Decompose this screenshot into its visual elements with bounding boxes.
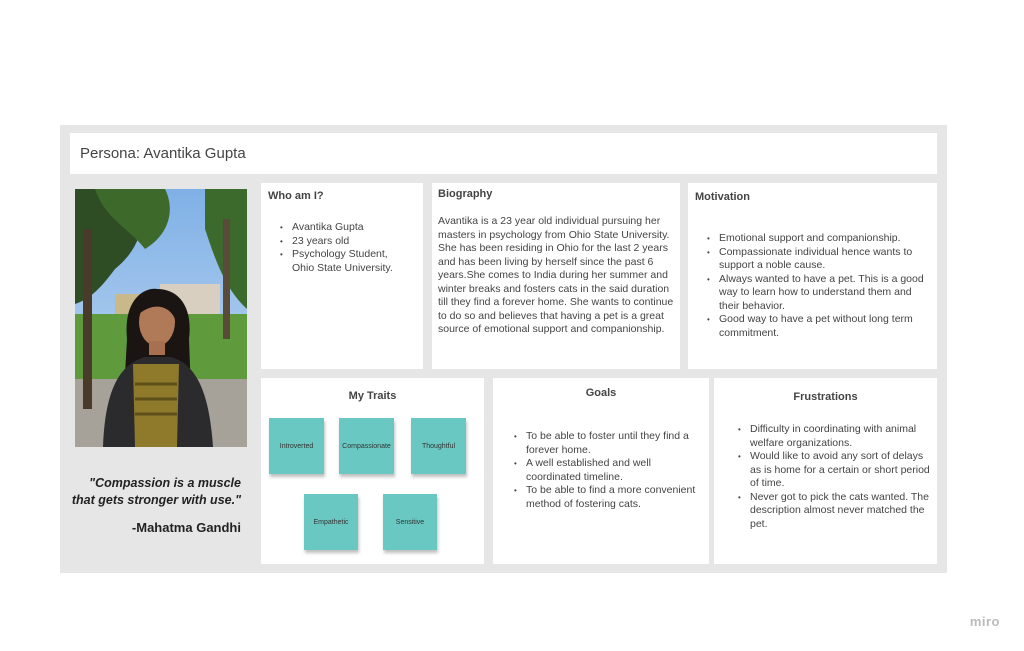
trait-sticky-note[interactable]: Empathetic [304, 494, 358, 550]
miro-logo: miro [969, 614, 1000, 629]
list-item: • Never got to pick the cats wanted. The description almost never matched the pet. [738, 491, 934, 532]
persona-title: Persona: Avantika Gupta [70, 133, 937, 174]
biography-heading: Biography [438, 188, 493, 200]
list-item: • A well established and well coordinated timeline. [514, 457, 701, 484]
trait-sticky-note[interactable]: Compassionate [339, 418, 394, 474]
biography-card [432, 183, 680, 369]
motivation-card [688, 183, 937, 369]
list-item: • Would like to avoid any sort of delays as is home for a certain or short period of time. [738, 450, 934, 491]
list-item: • Difficulty in coordinating with animal welfare organizations. [738, 423, 934, 450]
list-item: • Psychology Student, Ohio State University. [280, 248, 395, 275]
motivation-list [695, 232, 927, 340]
list-item: • To be able to foster until they find a forever home. [514, 430, 701, 457]
list-item: • 23 years old [280, 235, 395, 249]
list-item: • Compassionate individual hence wants to support a noble cause. [707, 246, 927, 273]
goals-list [501, 430, 701, 511]
trait-sticky-note[interactable]: Introverted [269, 418, 324, 474]
goals-heading: Goals [585, 387, 617, 399]
goals-card [493, 378, 709, 564]
list-item: • Always wanted to have a pet. This is a good way to learn how to understand them and their behavior. [707, 273, 927, 314]
motivation-heading: Motivation [695, 191, 750, 203]
who-am-i-heading: Who am I? [268, 190, 324, 202]
trait-sticky-note[interactable]: Thoughtful [411, 418, 466, 474]
list-item: • Emotional support and companionship. [707, 232, 927, 246]
quote-author: -Mahatma Gandhi [131, 520, 241, 535]
persona-photo [75, 189, 247, 447]
who-am-i-card [261, 183, 423, 369]
frustrations-card [714, 378, 937, 564]
biography-text: Avantika is a 23 year old individual pursuing her masters in psychology from Ohio State University. She has been residing in Ohio for the last 2 years and has been living by herself since the past 6 years.She comes to India during her summer and winter breaks and fosters cats in the said duration till they find a forever home. She wants to continue to do so and believes that having a pet is a great source of emotional support and companionship. [438, 215, 674, 335]
frustrations-list [722, 423, 934, 531]
list-item: • Avantika Gupta [280, 221, 395, 235]
frustrations-heading: Frustrations [793, 391, 858, 403]
list-item: • To be able to find a more convenient method of fostering cats. [514, 484, 701, 511]
persona-quote: "Compassion is a muscle that gets stronger with use." [71, 476, 241, 507]
list-item: • Good way to have a pet without long term commitment. [707, 313, 927, 340]
trait-sticky-note[interactable]: Sensitive [383, 494, 437, 550]
my-traits-heading: My Traits [348, 390, 397, 402]
who-am-i-list [268, 221, 395, 275]
